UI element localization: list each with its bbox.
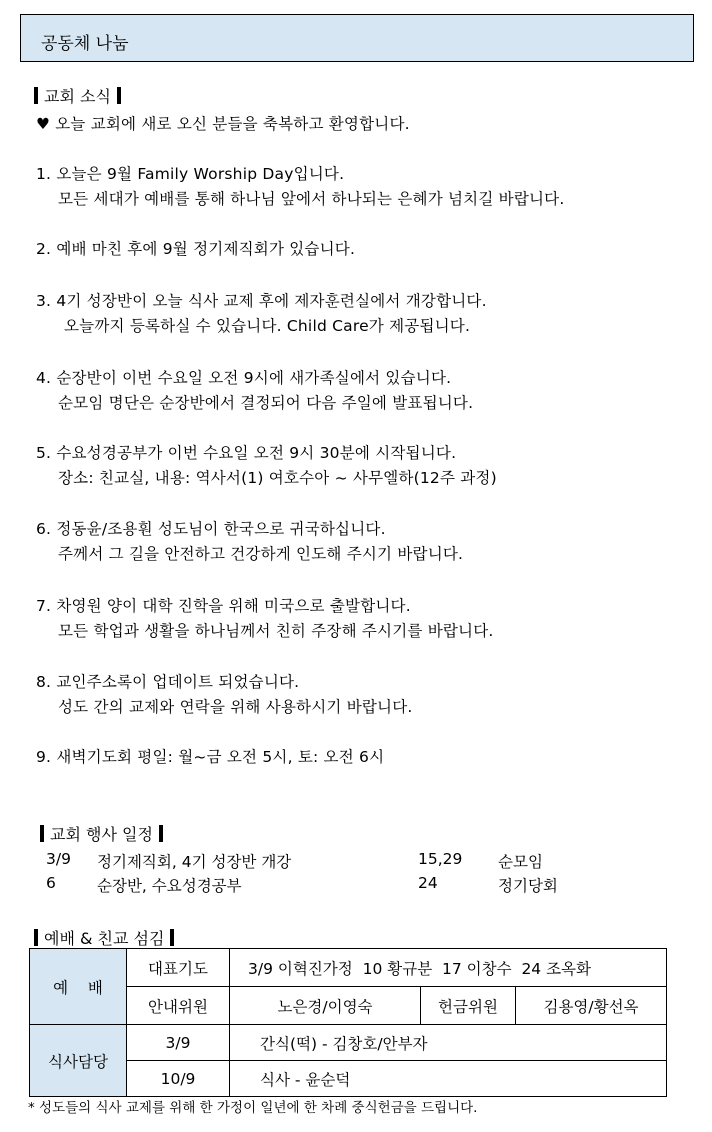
offering-value: 김용영/황선옥	[516, 987, 667, 1025]
news-item-6-detail: 주께서 그 길을 안전하고 건강하게 인도해 주시기 바랍니다.	[58, 545, 464, 563]
usher-label: 안내위원	[127, 987, 230, 1025]
worship-label: 예 배	[30, 949, 127, 1025]
meal-date: 3/9	[127, 1025, 230, 1061]
schedule-date: 24	[418, 874, 438, 892]
prayer-label: 대표기도	[127, 949, 230, 987]
schedule-date: 6	[46, 874, 56, 892]
news-item-4: 4. 순장반이 이번 수요일 오전 9시에 새가족실에서 있습니다.	[36, 369, 452, 387]
prayer-value: 3/9 이혁진가정 10 황규분 17 이창수 24 조옥화	[230, 949, 667, 987]
news-item-1-detail: 모든 세대가 예배를 통해 하나님 앞에서 하나되는 은혜가 넘치길 바랍니다.	[58, 190, 565, 208]
news-item-8-detail: 성도 간의 교제와 연락을 위해 사용하시기 바랍니다.	[58, 698, 413, 716]
title-bar-right	[159, 825, 163, 842]
news-item-8: 8. 교인주소록이 업데이트 되었습니다.	[36, 673, 300, 691]
news-item-2: 2. 예배 마친 후에 9월 정기제직회가 있습니다.	[36, 240, 356, 258]
meal-value: 식사 - 윤순덕	[230, 1061, 667, 1097]
news-item-9: 9. 새벽기도회 평일: 월~금 오전 5시, 토: 오전 6시	[36, 748, 385, 766]
title-bar-left	[34, 929, 38, 946]
title-bar-left	[34, 87, 38, 104]
news-item-5: 5. 수요성경공부가 이번 수요일 오전 9시 30분에 시작됩니다.	[36, 444, 457, 462]
schedule-section-title: 교회 행사 일정	[40, 822, 163, 845]
title-bar-right	[117, 87, 121, 104]
meal-value: 간식(떡) - 김창호/안부자	[230, 1025, 667, 1061]
schedule-event: 순모임	[498, 853, 543, 871]
news-section-title: 교회 소식	[34, 84, 121, 107]
offering-label: 헌금위원	[421, 987, 516, 1025]
schedule-event: 정기당회	[498, 877, 558, 895]
news-item-3-detail: 오늘까지 등록하실 수 있습니다. Child Care가 제공됩니다.	[64, 317, 471, 335]
schedule-date: 3/9	[46, 850, 71, 868]
meal-date: 10/9	[127, 1061, 230, 1097]
meal-label: 식사담당	[30, 1025, 127, 1097]
page-header	[20, 14, 694, 62]
service-section-title: 예배 & 친교 섬김	[34, 926, 174, 949]
page-title: 공동체 나눔	[41, 34, 129, 54]
schedule-event: 순장반, 수요성경공부	[97, 877, 242, 895]
schedule-date: 15,29	[418, 850, 463, 868]
news-item-3: 3. 4기 성장반이 오늘 식사 교제 후에 제자훈련실에서 개강합니다.	[36, 292, 487, 310]
news-item-1: 1. 오늘은 9월 Family Worship Day입니다.	[36, 165, 345, 183]
service-table	[29, 948, 667, 1097]
news-item-5-detail: 장소: 친교실, 내용: 역사서(1) 여호수아 ~ 사무엘하(12주 과정)	[58, 469, 497, 487]
news-item-7: 7. 차영원 양이 대학 진학을 위해 미국으로 출발합니다.	[36, 597, 411, 615]
welcome-line: ♥ 오늘 교회에 새로 오신 분들을 축복하고 환영합니다.	[36, 115, 410, 133]
usher-value: 노은경/이영숙	[230, 987, 421, 1025]
title-bar-right	[170, 929, 174, 946]
news-item-6: 6. 정동윤/조용훤 성도님이 한국으로 귀국하십니다.	[36, 520, 386, 538]
news-item-4-detail: 순모임 명단은 순장반에서 결정되어 다음 주일에 발표됩니다.	[58, 394, 474, 412]
news-item-7-detail: 모든 학업과 생활을 하나님께서 친히 주장해 주시기를 바랍니다.	[58, 622, 494, 640]
title-bar-left	[40, 825, 44, 842]
schedule-event: 정기제직회, 4기 성장반 개강	[97, 853, 292, 871]
footnote: * 성도들의 식사 교제를 위해 한 가정이 일년에 한 차례 중식헌금을 드립니다.	[28, 1100, 478, 1116]
